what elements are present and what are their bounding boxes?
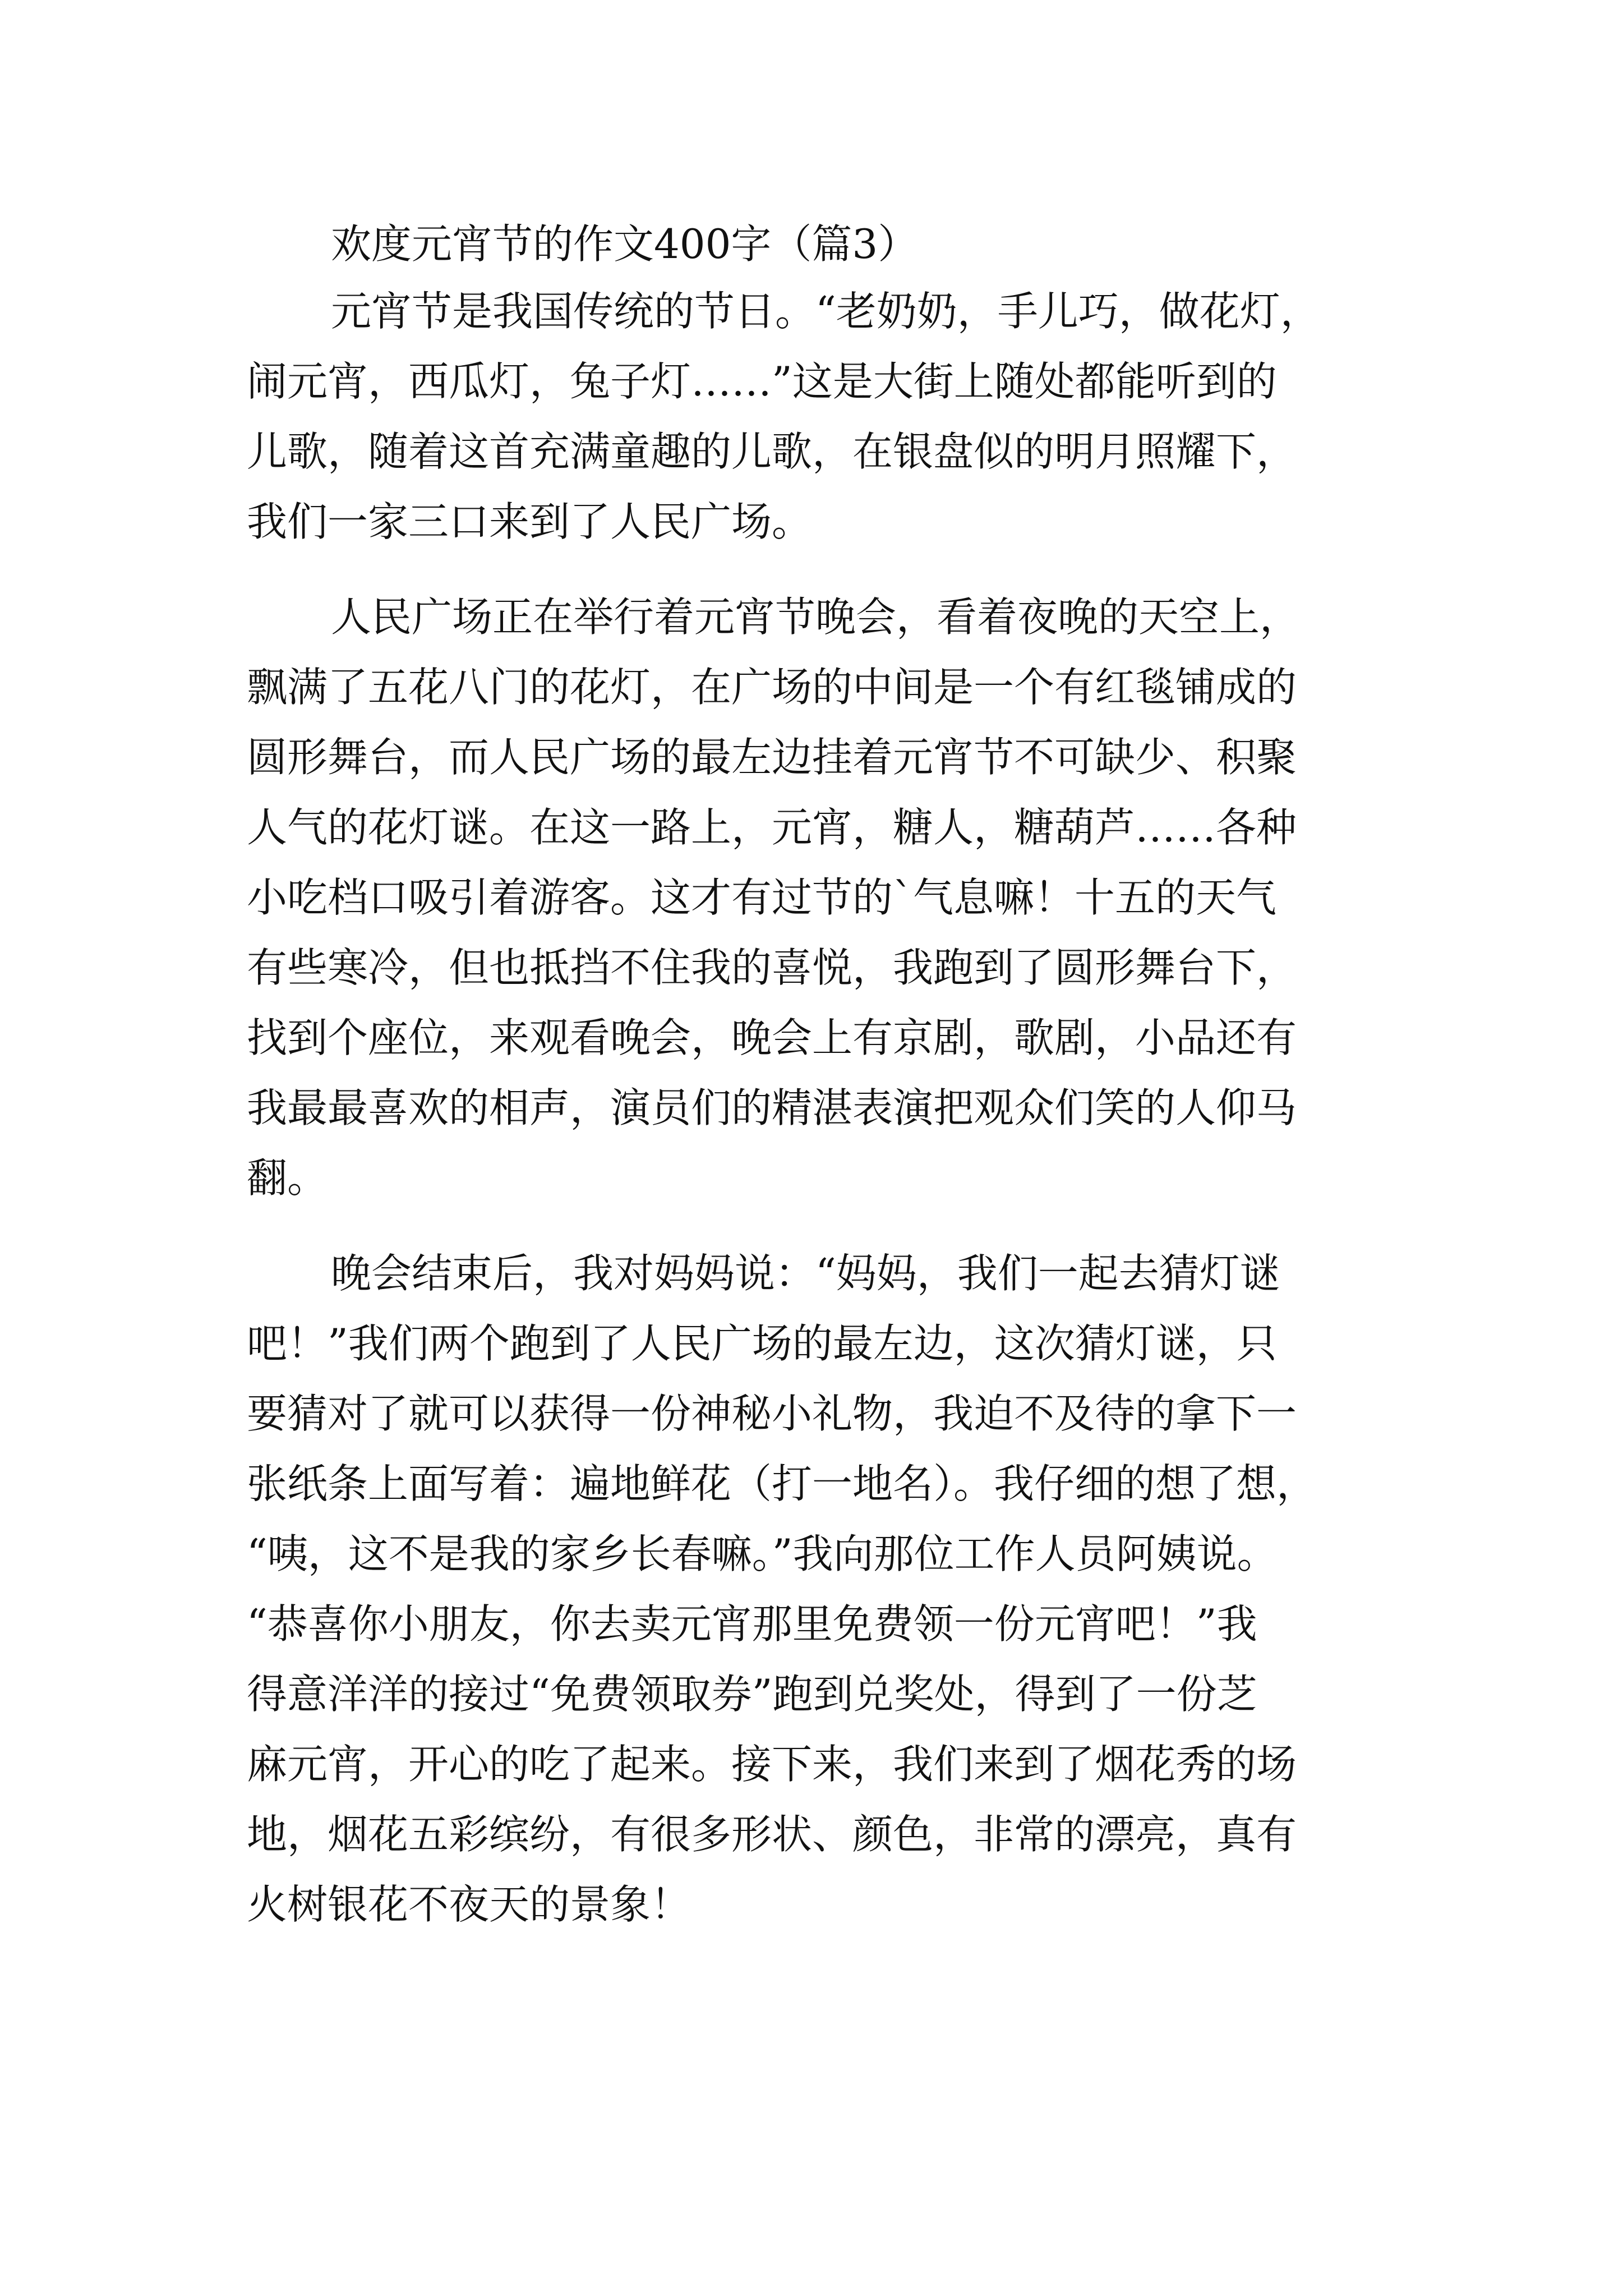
paragraph-line: 张纸条上面写着：遍地鲜花（打一地名）。我仔细的想了想， <box>247 1460 1317 1507</box>
document-title: 欢度元宵节的作文400字（篇3） <box>331 220 919 268</box>
paragraph-line: 我们一家三口来到了人民广场。 <box>247 498 813 545</box>
paragraph-line: 圆形舞台，而人民广场的最左边挂着元宵节不可缺少、积聚 <box>247 734 1297 781</box>
paragraph-line: 人民广场正在举行着元宵节晚会，看着夜晚的天空上， <box>331 593 1301 641</box>
paragraph-line: 元宵节是我国传统的节日。“老奶奶，手儿巧，做花灯， <box>331 288 1321 335</box>
paragraph-line: 找到个座位，来观看晚会，晚会上有京剧，歌剧，小品还有 <box>247 1014 1297 1061</box>
paragraph-line: 火树银花不夜天的景象！ <box>247 1881 691 1928</box>
paragraph-line: 地，烟花五彩缤纷，有很多形状、颜色，非常的漂亮，真有 <box>247 1811 1297 1858</box>
paragraph-line: “咦，这不是我的家乡长春嘛。”我向那位工作人员阿姨说。 <box>247 1530 1278 1577</box>
paragraph-line: 小吃档口吸引着游客。这才有过节的`气息嘛！十五的天气 <box>247 874 1277 921</box>
paragraph-line: 飘满了五花八门的花灯，在广场的中间是一个有红毯铺成的 <box>247 664 1297 711</box>
paragraph-line: 得意洋洋的接过“免费领取券”跑到兑奖处，得到了一份芝 <box>247 1671 1257 1718</box>
paragraph-line: “恭喜你小朋友，你去卖元宵那里免费领一份元宵吧！”我 <box>247 1600 1257 1648</box>
paragraph-line: 我最最喜欢的相声，演员们的精湛表演把观众们笑的人仰马 <box>247 1084 1297 1131</box>
paragraph-line: 麻元宵，开心的吃了起来。接下来，我们来到了烟花秀的场 <box>247 1741 1297 1788</box>
paragraph-line: 闹元宵，西瓜灯，兔子灯……”这是大街上随处都能听到的 <box>247 358 1277 405</box>
paragraph-line: 晚会结束后，我对妈妈说：“妈妈，我们一起去猜灯谜 <box>331 1250 1280 1297</box>
paragraph-line: 有些寒冷，但也抵挡不住我的喜悦，我跑到了圆形舞台下， <box>247 944 1297 991</box>
paragraph-line: 要猜对了就可以获得一份神秘小礼物，我迫不及待的拿下一 <box>247 1390 1297 1437</box>
paragraph-line: 儿歌，随着这首充满童趣的儿歌，在银盘似的明月照耀下， <box>247 428 1297 475</box>
paragraph-line: 翻。 <box>247 1154 328 1202</box>
paragraph-line: 人气的花灯谜。在这一路上，元宵，糖人，糖葫芦……各种 <box>247 804 1297 851</box>
paragraph-line: 吧！”我们两个跑到了人民广场的最左边，这次猜灯谜，只 <box>247 1320 1277 1367</box>
